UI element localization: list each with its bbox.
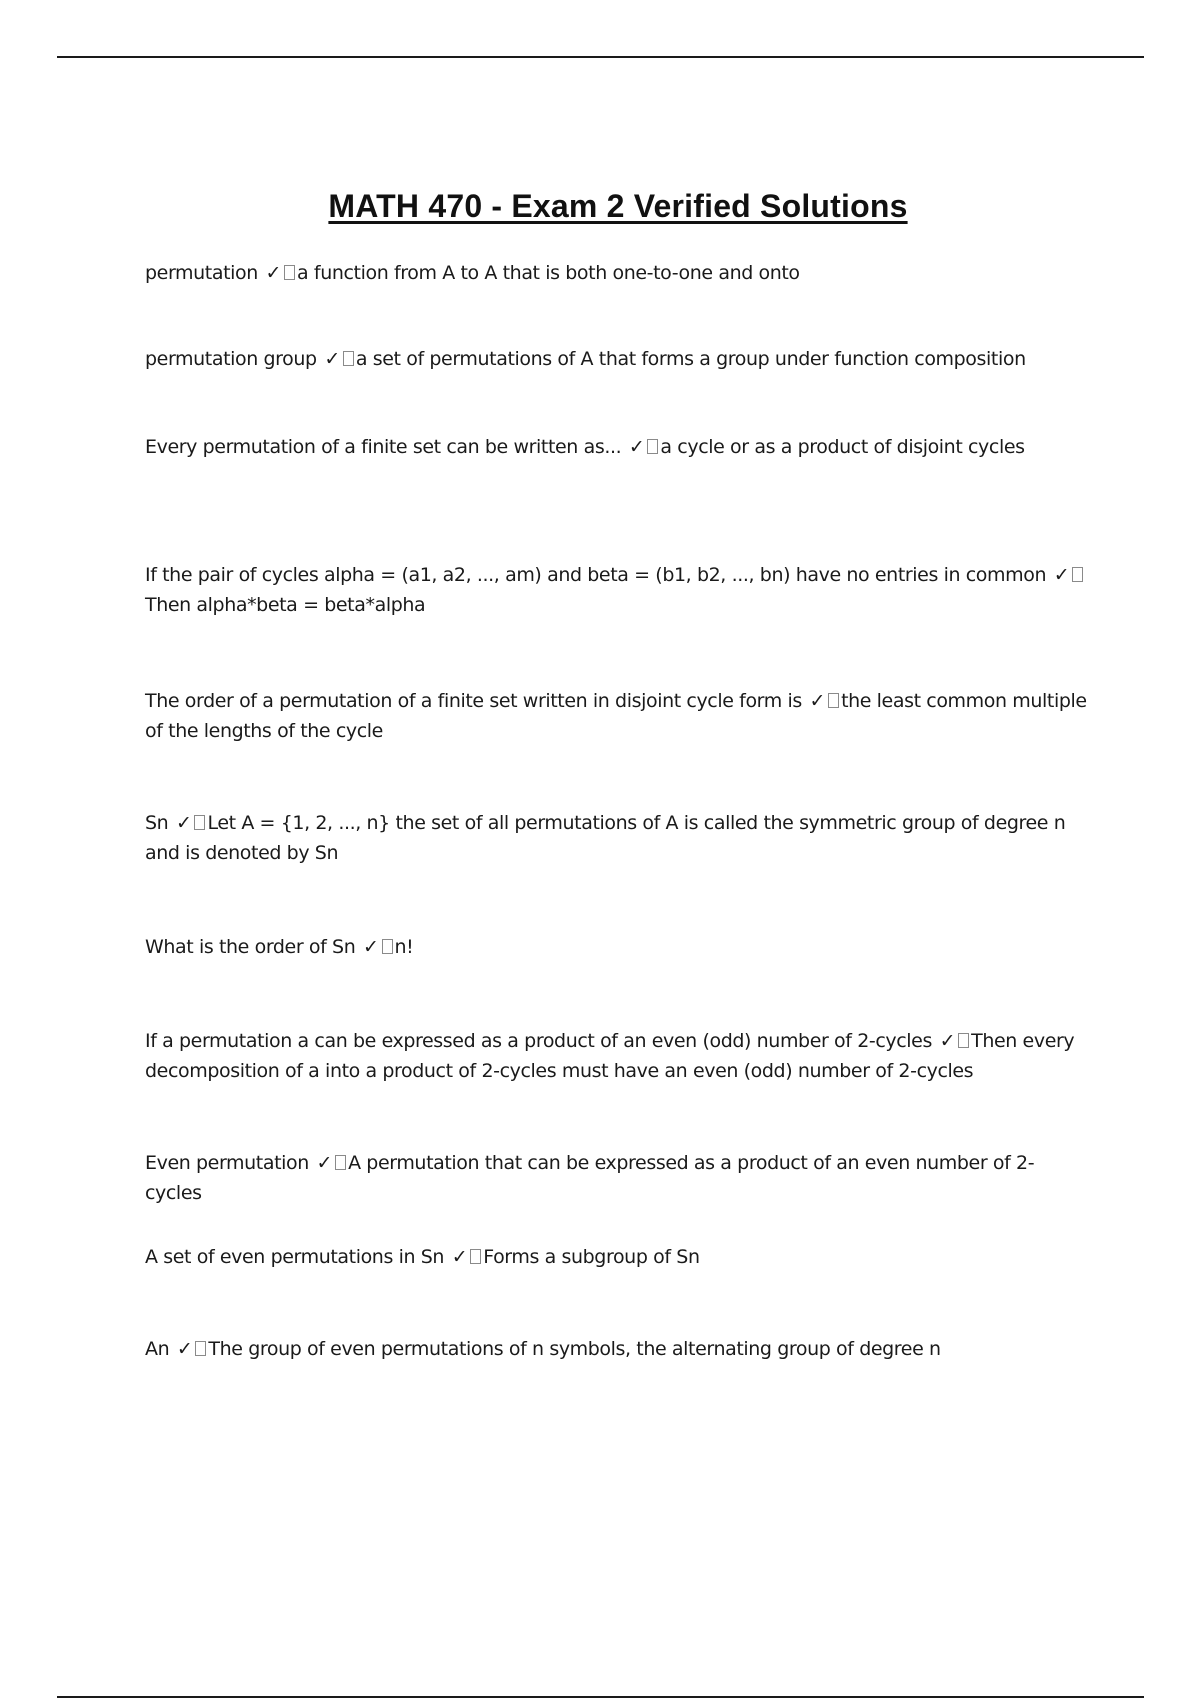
entry-term: permutation [145,262,258,284]
flashcard-entry [145,258,1090,288]
checkmark-icon: ✓ [175,812,192,834]
entry-definition: A permutation that can be expressed as a product of an even number of 2-cycles [145,1152,1035,1204]
top-divider [57,56,1144,58]
entry-term: Every permutation of a finite set can be written as... [145,436,622,458]
placeholder-box-icon [828,693,839,708]
entry-definition: Then every decomposition of a into a product of 2-cycles must have an even (odd) number of 2-cycles [145,1030,1075,1082]
checkmark-icon: ✓ [316,1152,333,1174]
placeholder-box-icon [284,265,295,280]
entry-definition: The group of even permutations of n symbols, the alternating group of degree n [208,1338,941,1360]
placeholder-box-icon [194,815,205,830]
entry-term: permutation group [145,348,317,370]
entry-term: What is the order of Sn [145,936,356,958]
entry-definition: Then alpha*beta = beta*alpha [145,594,426,616]
entry-term: A set of even permutations in Sn [145,1246,445,1268]
entry-term: If a permutation a can be expressed as a product of an even (odd) number of 2-cycles [145,1030,932,1052]
placeholder-box-icon [958,1033,969,1048]
checkmark-icon: ✓ [628,436,645,458]
bottom-divider [57,1696,1144,1698]
entry-definition: a set of permutations of A that forms a group under function composition [355,348,1026,370]
entry-term: An [145,1338,170,1360]
flashcard-entry [145,1148,1090,1208]
flashcard-entry [145,432,1090,462]
flashcard-entry [145,686,1090,746]
placeholder-box-icon [647,439,658,454]
entry-definition: Let A = {1, 2, ..., n} the set of all permutations of A is called the symmetric group of degree n and is denoted by Sn [145,812,1066,864]
flashcard-entry [145,560,1090,620]
entry-term: The order of a permutation of a finite set written in disjoint cycle form is [145,690,802,712]
placeholder-box-icon [1072,567,1083,582]
flashcard-entry [145,808,1090,868]
checkmark-icon: ✓ [939,1030,956,1052]
placeholder-box-icon [335,1155,346,1170]
checkmark-icon: ✓ [809,690,826,712]
entry-definition: a function from A to A that is both one-to-one and onto [297,262,800,284]
placeholder-box-icon [470,1249,481,1264]
page-title: MATH 470 - Exam 2 Verified Solutions [328,188,908,224]
placeholder-box-icon [343,351,354,366]
entry-definition: n! [394,936,414,958]
flashcard-entry [145,344,1090,374]
entry-term: Even permutation [145,1152,309,1174]
checkmark-icon: ✓ [363,936,379,958]
entry-term: If the pair of cycles alpha = (a1, a2, ..., am) and beta = (b1, b2, ..., bn) have no entries in common [145,564,1047,586]
checkmark-icon: ✓ [1053,564,1070,586]
entry-definition: a cycle or as a product of disjoint cycles [660,436,1025,458]
placeholder-box-icon [195,1341,206,1356]
flashcard-entry [145,1334,1090,1364]
placeholder-box-icon [382,939,393,954]
flashcard-entry [145,932,1090,962]
checkmark-icon: ✓ [176,1338,193,1360]
checkmark-icon: ✓ [324,348,340,370]
checkmark-icon: ✓ [451,1246,468,1268]
flashcard-entry [145,1242,1090,1272]
checkmark-icon: ✓ [265,262,282,284]
flashcard-entry [145,1026,1090,1086]
entry-definition: the least common multiple of the lengths of the cycle [145,690,1087,742]
entry-term: Sn [145,812,169,834]
entry-definition: Forms a subgroup of Sn [483,1246,700,1268]
